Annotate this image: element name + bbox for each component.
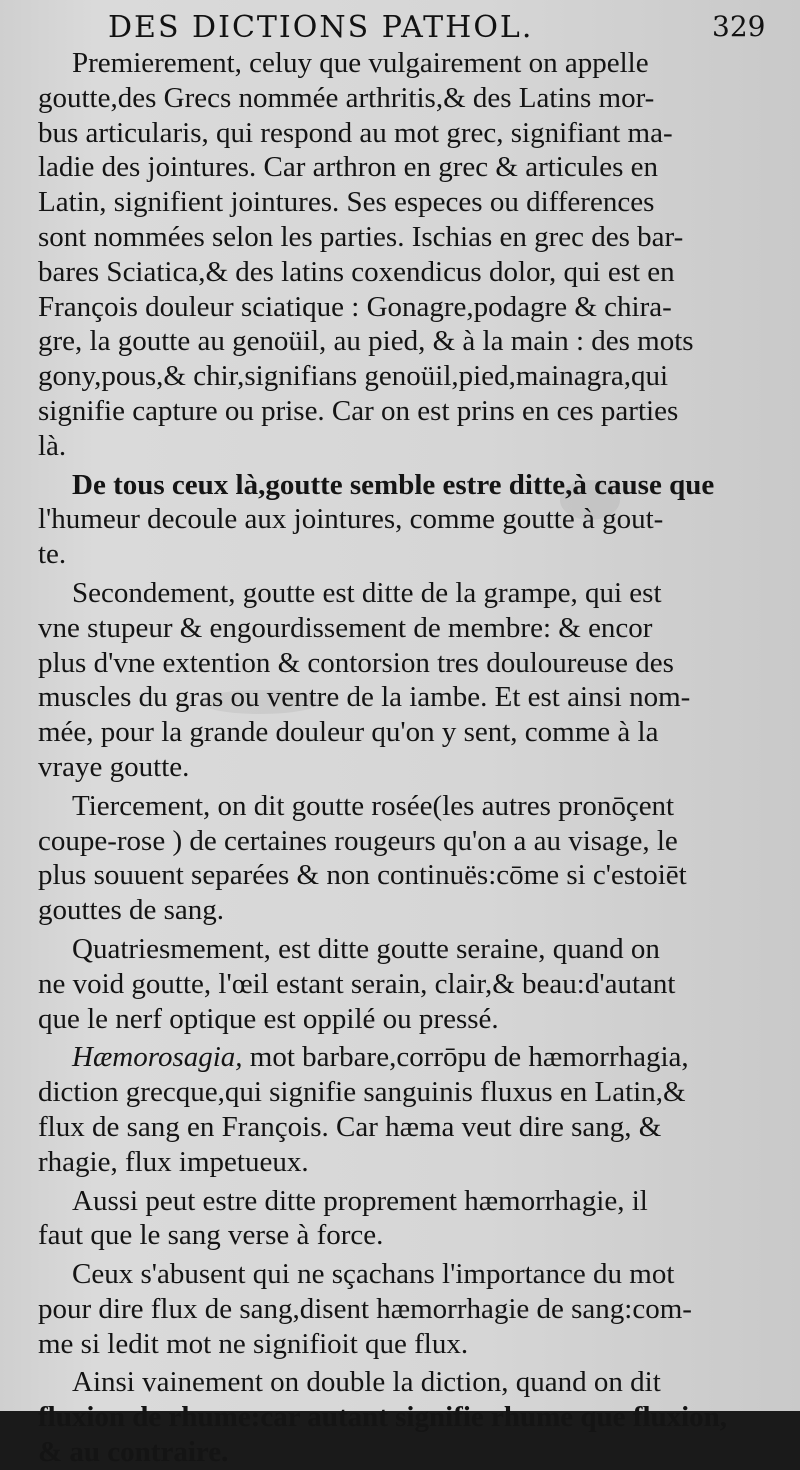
- text-line: vraye goutte.: [38, 750, 190, 783]
- text-line: Quatriesmement, est ditte goutte seraine, quand on: [72, 932, 660, 965]
- paragraph: [38, 789, 758, 928]
- paragraph: [38, 468, 758, 572]
- text-line: Aussi peut estre ditte proprement hæmorrhagie, il: [72, 1184, 648, 1217]
- paragraph: [38, 46, 758, 464]
- text-line: plus souuent separées & non continuës:cōme si c'estoiēt: [38, 859, 687, 892]
- text-line: te.: [38, 538, 67, 571]
- text-line: diction grecque,qui signifie sanguinis fluxus en Latin,&: [38, 1076, 686, 1109]
- text-line: Ainsi vainement on double la diction, quand on dit: [72, 1366, 661, 1399]
- text-line: me si ledit mot ne signifioit que flux.: [38, 1327, 469, 1360]
- text-line: gre, la goutte au genoüil, au pied, & à la main : des mots: [38, 325, 694, 358]
- text-line: Hæmorosagia, mot barbare,corrōpu de hæmorrhagia,: [72, 1041, 689, 1074]
- text-line: mée, pour la grande douleur qu'on y sent, comme à la: [38, 716, 659, 749]
- text-line: pour dire flux de sang,disent hæmorrhagie de sang:com-: [38, 1292, 692, 1325]
- page-number: 329: [712, 10, 766, 43]
- text-line: fluxion de rhume:car autant signifie rhume que fluxion,: [38, 1401, 728, 1434]
- running-head: DES DICTIONS PATHOL.: [108, 10, 534, 45]
- text-line: signifie capture ou prise. Car on est prins en ces parties: [38, 394, 679, 427]
- italic-term: Hæmorosagia,: [72, 1041, 243, 1074]
- page-header: [0, 10, 800, 50]
- text-line: là.: [38, 429, 67, 462]
- text-line: Premierement, celuy que vulgairement on appelle: [72, 47, 649, 79]
- text-line: De tous ceux là,goutte semble estre ditte,à cause que: [72, 468, 715, 501]
- paragraph: [38, 1365, 758, 1469]
- text-line: l'humeur decoule aux jointures, comme goutte à gout-: [38, 503, 664, 536]
- text-line: & au contraire.: [38, 1436, 229, 1469]
- text-line: Latin, signifient jointures. Ses especes ou differences: [38, 186, 655, 219]
- text-line: ne void goutte, l'œil estant serain, clair,& beau:d'autant: [38, 967, 676, 1000]
- text-line: que le nerf optique est oppilé ou pressé.: [38, 1002, 499, 1035]
- text-line: Ceux s'abusent qui ne sçachans l'importance du mot: [72, 1258, 675, 1291]
- text-line: Secondement, goutte est ditte de la grampe, qui est: [72, 576, 662, 609]
- text-line: Tiercement, on dit goutte rosée(les autres pronōçent: [72, 789, 675, 822]
- paragraph: [38, 576, 758, 785]
- text-line: vne stupeur & engourdissement de membre: & encor: [38, 611, 653, 644]
- paragraph: [38, 932, 758, 1036]
- paragraph: [38, 1184, 758, 1254]
- text-line: muscles du gras ou ventre de la iambe. Et est ainsi nom-: [38, 681, 691, 714]
- text-line: bus articularis, qui respond au mot grec, signifiant ma-: [38, 116, 673, 149]
- text-line: faut que le sang verse à force.: [38, 1219, 384, 1252]
- text-line: sont nommées selon les parties. Ischias en grec des bar-: [38, 220, 684, 253]
- text-line: plus d'vne extention & contorsion tres douloureuse des: [38, 646, 674, 679]
- text-line: rhagie, flux impetueux.: [38, 1145, 309, 1178]
- text-line: coupe-rose ) de certaines rougeurs qu'on a au visage, le: [38, 824, 678, 857]
- text-line: gouttes de sang.: [38, 894, 225, 927]
- text-line: François douleur sciatique : Gonagre,podagre & chira-: [38, 290, 672, 323]
- paragraph: [38, 1257, 758, 1361]
- text-line: ladie des jointures. Car arthron en grec & articules en: [38, 151, 659, 184]
- text-line: bares Sciatica,& des latins coxendicus dolor, qui est en: [38, 255, 675, 288]
- text-line: flux de sang en François. Car hæma veut dire sang, &: [38, 1110, 662, 1143]
- text-line: goutte,des Grecs nommée arthritis,& des Latins mor-: [38, 81, 655, 114]
- paragraph: [38, 1040, 758, 1179]
- text-line: gony,pous,& chir,signifians genoüil,pied,mainagra,qui: [38, 360, 669, 393]
- body-text: [38, 46, 758, 1470]
